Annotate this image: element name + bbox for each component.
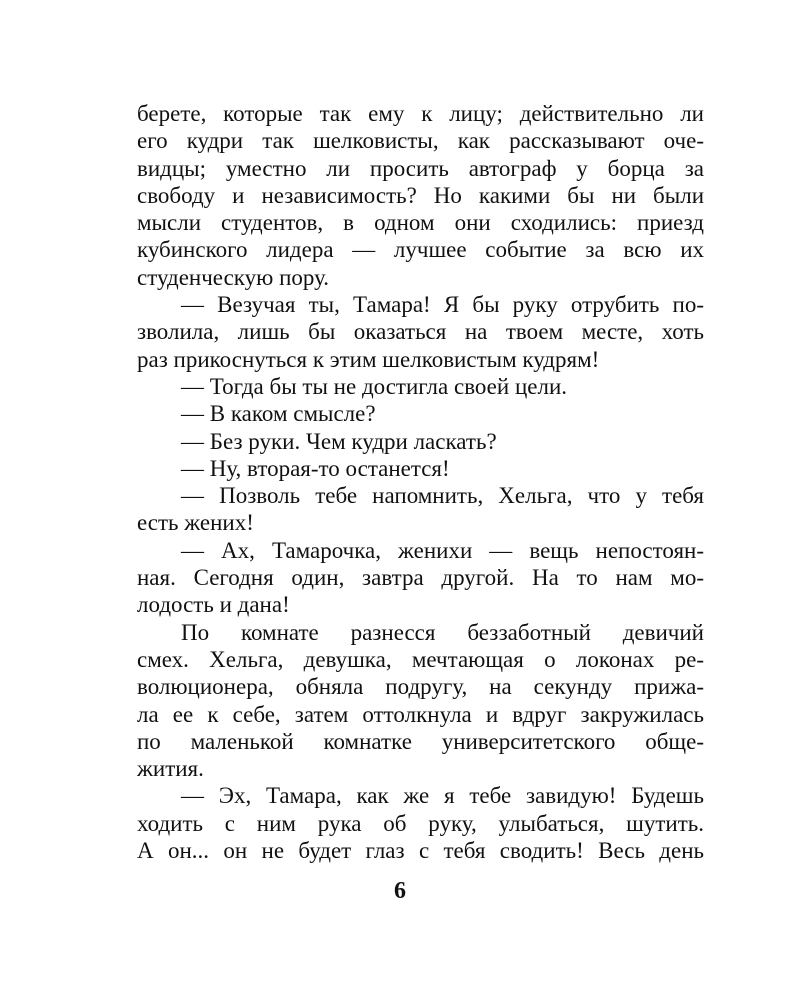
text-line: есть жених!	[137, 510, 254, 536]
text-line: — Везучая ты, Тамара! Я бы руку отрубить по-	[181, 292, 704, 318]
text-line: — Ах, Тамарочка, женихи — вещь непостоян-	[181, 537, 704, 563]
text-line: лодость и дана!	[137, 592, 290, 618]
text-line: свободу и независимость? Но какими бы ни были	[137, 182, 704, 208]
text-line: жития.	[137, 756, 204, 782]
text-line: По комнате разнесся беззаботный девичий	[181, 619, 704, 645]
text-line: — В каком смысле?	[181, 401, 376, 427]
page-body-text	[137, 100, 704, 864]
text-line: его кудри так шелковисты, как рассказывают оче-	[137, 128, 704, 154]
text-line: мысли студентов, в одном они сходились: приезд	[137, 210, 704, 236]
text-line: смех. Хельга, девушка, мечтающая о локонах ре-	[137, 646, 704, 672]
text-line: ла ее к себе, затем оттолкнула и вдруг закружилась	[137, 701, 704, 727]
text-line: — Ну, вторая-то останется!	[181, 455, 450, 481]
text-line: А он... он не будет глаз с тебя сводить! Весь день	[137, 838, 704, 864]
text-line: раз прикоснуться к этим шелковистым кудрям!	[137, 346, 600, 372]
text-line: волюционера, обняла подругу, на секунду прижа-	[137, 674, 704, 700]
text-line: кубинского лидера — лучшее событие за всю их	[137, 237, 704, 263]
text-line: — Без руки. Чем кудри ласкать?	[181, 428, 497, 454]
text-line: — Тогда бы ты не достигла своей цели.	[181, 373, 568, 399]
text-line: — Эх, Тамара, как же я тебе завидую! Будешь	[181, 783, 704, 809]
page-number: 6	[394, 878, 406, 904]
text-line: ная. Сегодня один, завтра другой. На то нам мо-	[137, 565, 704, 591]
text-line: ходить с ним рука об руку, улыбаться, шутить.	[137, 810, 704, 836]
text-line: студенческую пору.	[137, 264, 330, 290]
text-line: — Позволь тебе напомнить, Хельга, что у тебя	[181, 483, 704, 509]
text-line: берете, которые так ему к лицу; действительно ли	[137, 101, 704, 126]
text-line: зволила, лишь бы оказаться на твоем месте, хоть	[137, 319, 704, 345]
text-line: видцы; уместно ли просить автограф у борца за	[137, 155, 704, 181]
text-line: по маленькой комнатке университетского обще-	[137, 728, 704, 754]
